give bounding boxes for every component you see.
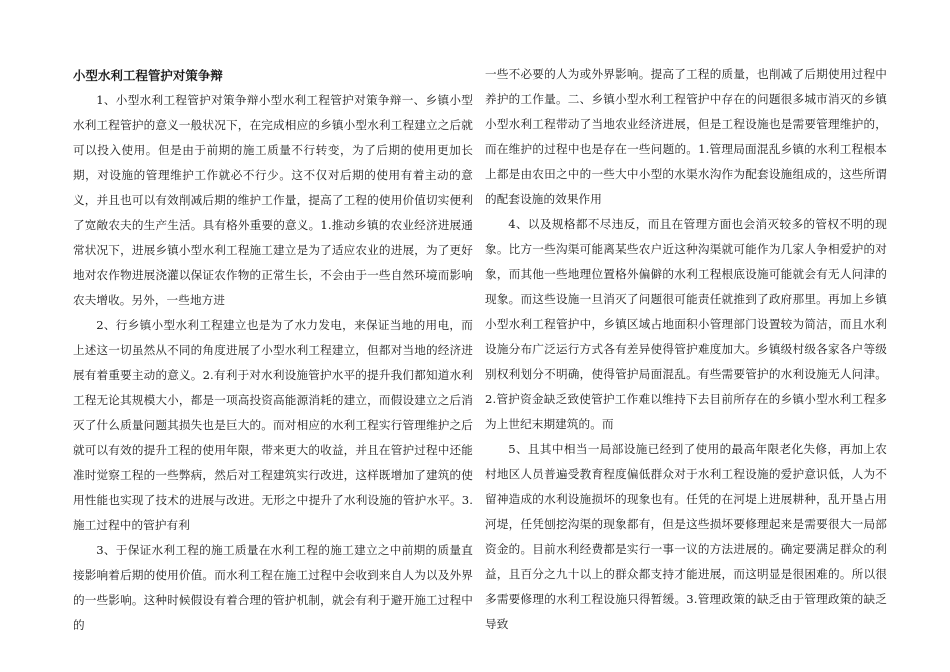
paragraph-5: 5、且其中相当一局部设施已经到了使用的最高年限老化失修，再加上农村地区人员普遍受教育程度偏低群众对于水利工程设施的爱护意识低，人为不留神造成的水利设施损坏的现象也有。任凭的在河堤上进展耕种，乱开垦占用河堤，任凭刨挖沟渠的现象都有，但是这些损坏要修理起来是需要很大一局部资金的。目前水利经费都是实行一事一议的方法进展的。确定要满足群众的利益，且百分之九十以上的群众都支持才能进展，而这明显是很困难的。所以很多需要修理的水利工程设施只得暂缓。3.管理政策的缺乏由于管理政策的缺乏导致	[485, 442, 887, 631]
paragraph-4: 4、以及规格都不尽违反，而且在管理方面也会消灭较多的管权不明的现象。比方一些沟渠可能离某些农户近这种沟渠就可能作为几家人争相爱护的对象，而其他一些地理位置格外偏僻的水利工程根底设施可能就会有无人问津的现象。而这些设施一旦消灭了问题很可能责任就推到了政府那里。再加上乡镇小型水利工程管护中，乡镇区域占地面积小管理部门设置较为简洁，而且水利设施分布广泛运行方式各有差异使得管护难度加大。乡镇级村级各家各户等级别权利划分不明确，使得管护局面混乱。有些需要管护的水利设施无人问津。2.管护资金缺乏致使管护工作难以维持下去目前所存在的乡镇小型水利工程多为上世纪末期建筑的。而	[485, 217, 887, 431]
paragraph-2: 2、行乡镇小型水利工程建立也是为了水力发电，来保证当地的用电，而上述这一切虽然从不同的角度进展了小型水利工程建立，但都对当地的经济进展有着重要主动的意义。2.有利于对水利设施管护水平的提升我们都知道水利工程无论其规模大小，都是一项高投资高能源消耗的建立，而假设建立之后消灭了什么质量问题其损失也是巨大的。而对相应的水利工程实行管理维护之后就可以有效的提升工程的使用年限，带来更大的收益，并且在管护过程中还能准时觉察工程的一些弊病，然后对工程建筑实行改进，这样既增加了建筑的使用性能也实现了技术的进展与改进。无形之中提升了水利设施的管护水平。3.施工过程中的管护有利	[73, 318, 473, 532]
document-title: 小型水利工程管护对策争辩	[73, 68, 223, 83]
right-column	[485, 62, 887, 637]
left-column	[73, 62, 473, 638]
paragraph-3-continued: 一些不必要的人为或外界影响。提高了工程的质量，也削减了后期使用过程中养护的工作量。二、乡镇小型水利工程管护中存在的问题很多城市消灭的乡镇小型水利工程带动了当地农业经济进展，但是工程设施也是需要管理维护的，而在维护的过程中也是存在一些问题的。1.管理局面混乱乡镇的水利工程根本上都是由农田之中的一些大中小型的水渠水沟作为配套设施组成的，这些所谓的配套设施的效果作用	[485, 67, 887, 206]
paragraph-1: 1、小型水利工程管护对策争辩小型水利工程管护对策争辩一、乡镇小型水利工程管护的意义一般状况下，在完成相应的乡镇小型水利工程建立之后就可以投入使用。但是由于前期的施工质量不行转变，为了后期的使用更加长期，对设施的管理维护工作就必不行少。这不仅对后期的使用有着主动的意义，并且也可以有效削减后期的维护工作量，提高了工程的使用价值切实便利了宽敞农夫的生产生活。具有格外重要的意义。1.推动乡镇的农业经济进展通常状况下，进展乡镇小型水利工程施工建立是为了适应农业的进展，为了更好地对农作物进展浇灌以保证农作物的正常生长，不会由于一些自然环境而影响农夫增收。另外，一些地方进	[73, 93, 473, 307]
paragraph-3: 3、于保证水利工程的施工质量在水利工程的施工建立之中前期的质量直接影响着后期的使用价值。而水利工程在施工过程中会收到来自人为以及外界的一些影响。这种时候假设有着合理的管护机制，就会有利于避开施工过程中的	[73, 543, 473, 632]
